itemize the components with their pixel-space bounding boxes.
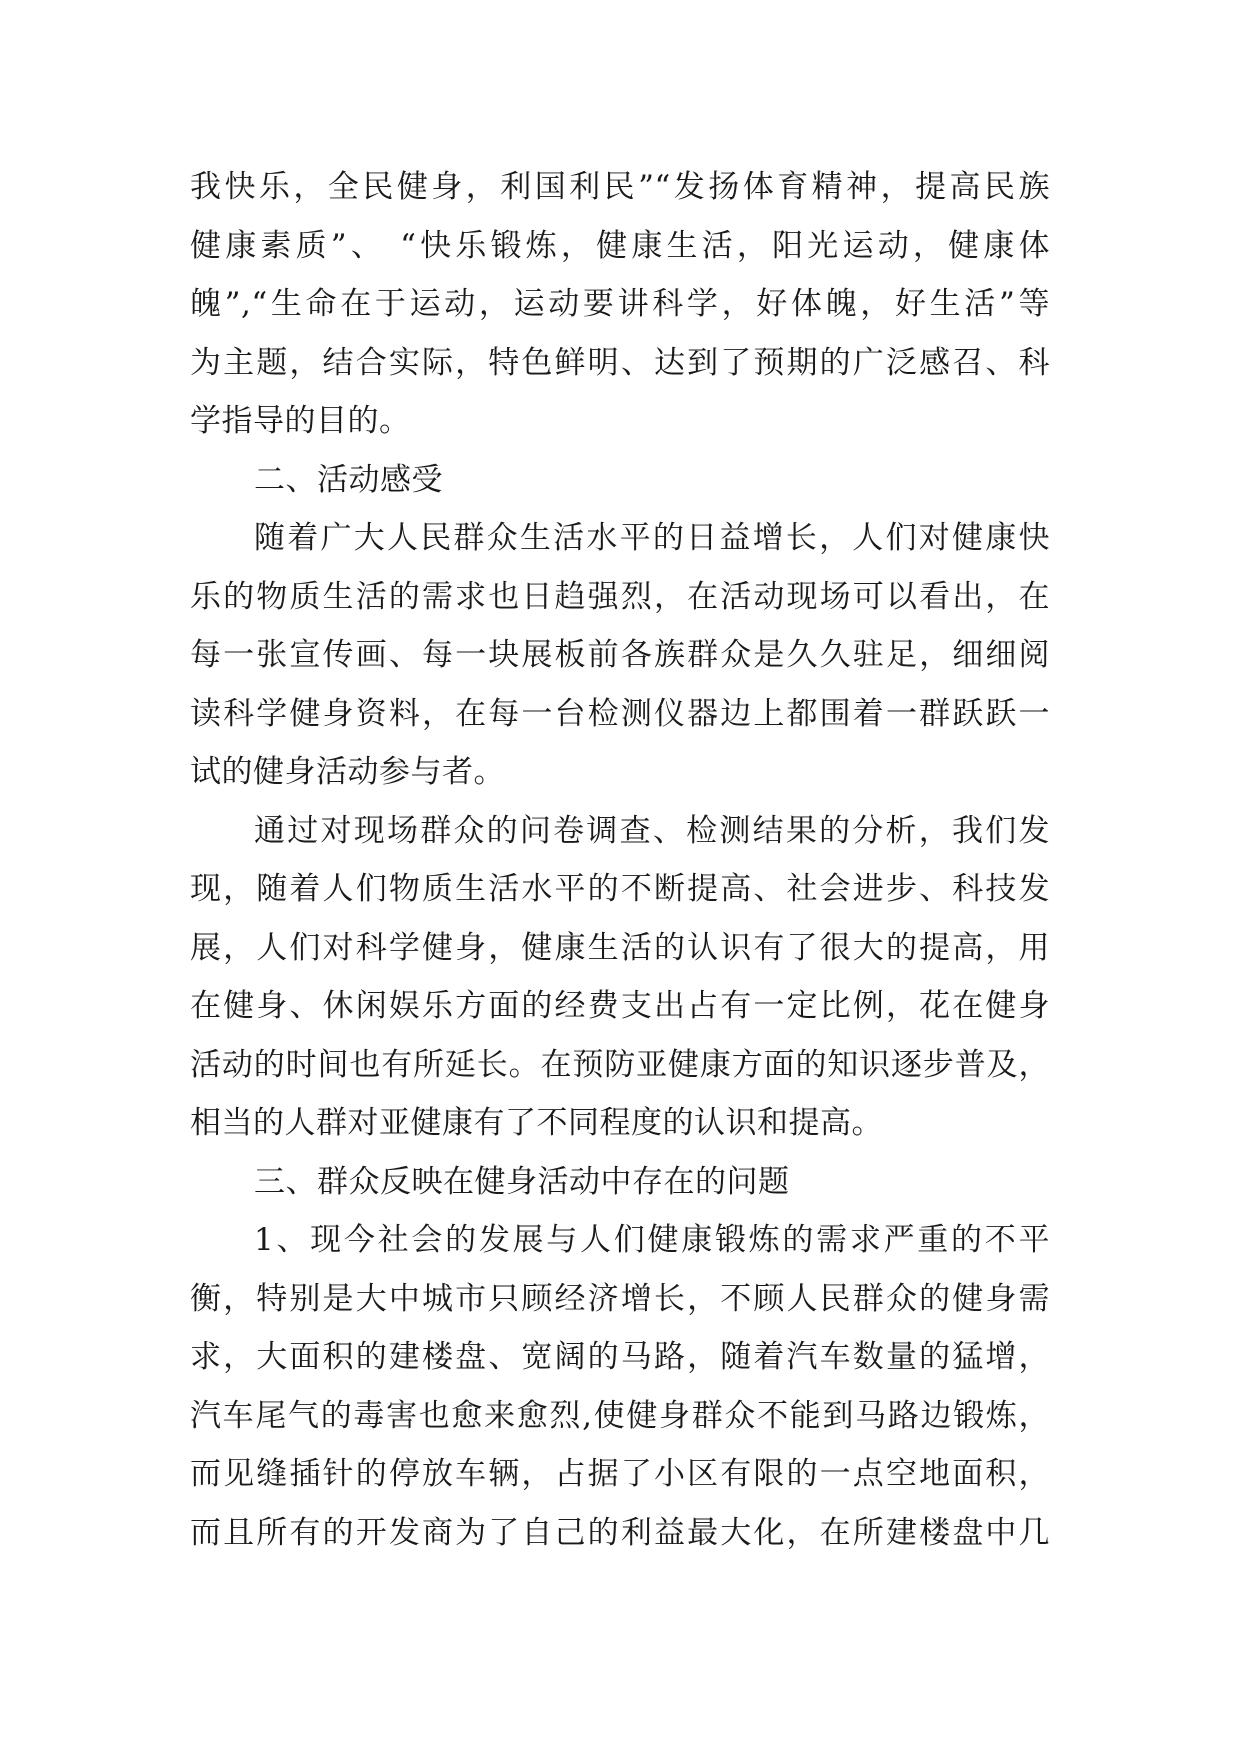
text-line: 而见缝插针的停放车辆，占据了小区有限的一点空地面积， <box>190 1456 1050 1492</box>
text-line: 我快乐，全民健身，利国利民”“发扬体育精神，提高民族 <box>190 169 1050 205</box>
text-line: 魄”,“生命在于运动，运动要讲科学，好体魄，好生活”等 <box>190 286 1050 322</box>
text-line: 求，大面积的建楼盘、宽阔的马路，随着汽车数量的猛增， <box>190 1339 1050 1375</box>
text-line: 读科学健身资料，在每一台检测仪器边上都围着一群跃跃一 <box>190 695 1050 732</box>
text-line: 而且所有的开发商为了自己的利益最大化，在所建楼盘中几 <box>190 1514 1050 1551</box>
text-line: 乐的物质生活的需求也日趋强烈，在活动现场可以看出，在 <box>190 578 1050 615</box>
text-line: 衡，特别是大中城市只顾经济增长，不顾人民群众的健身需 <box>190 1280 1050 1317</box>
text-line: 健康素质”、 “快乐锻炼，健康生活，阳光运动，健康体 <box>190 227 1050 264</box>
text-line: 试的健身活动参与者。 <box>190 754 505 790</box>
text-line: 活动的时间也有所延长。在预防亚健康方面的知识逐步普及， <box>190 1046 1050 1083</box>
text-line: 三、群众反映在健身活动中存在的问题 <box>254 1163 790 1200</box>
text-line: 二、活动感受 <box>254 461 443 498</box>
text-line: 通过对现场群众的问卷调查、检测结果的分析，我们发 <box>254 812 1050 849</box>
document-body <box>190 158 1050 1562</box>
text-line: 汽车尾气的毒害也愈来愈烈,使健身群众不能到马路边锻炼， <box>190 1397 1050 1434</box>
text-line: 展，人们对科学健身，健康生活的认识有了很大的提高，用 <box>190 929 1050 966</box>
text-line: 为主题，结合实际，特色鲜明、达到了预期的广泛感召、科 <box>190 344 1050 381</box>
text-line: 现，随着人们物质生活水平的不断提高、社会进步、科技发 <box>190 871 1050 907</box>
text-line: 随着广大人民群众生活水平的日益增长，人们对健康快 <box>254 520 1050 556</box>
text-line: 学指导的目的。 <box>190 403 411 439</box>
text-line: 在健身、休闲娱乐方面的经费支出占有一定比例，花在健身 <box>190 988 1050 1024</box>
text-line: 1、现今社会的发展与人们健康锻炼的需求严重的不平 <box>254 1222 1050 1258</box>
text-line: 每一张宣传画、每一块展板前各族群众是久久驻足，细细阅 <box>190 637 1050 673</box>
text-line: 相当的人群对亚健康有了不同程度的认识和提高。 <box>190 1105 883 1141</box>
